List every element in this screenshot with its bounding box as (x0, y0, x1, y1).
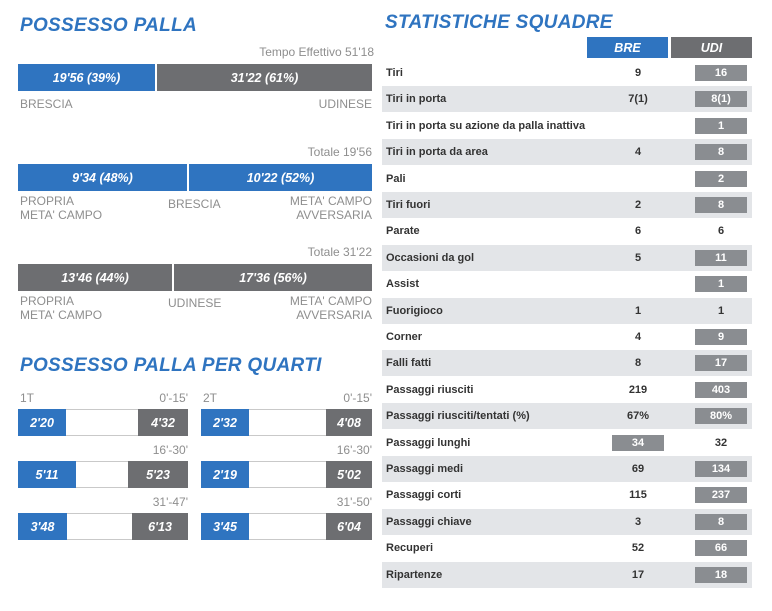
stats-value-bre: 34 (612, 435, 664, 451)
q2-udi-2: 5'02 (326, 461, 372, 488)
stats-row-label: Occasioni da gol (386, 251, 475, 264)
stats-value-bre: 67% (626, 410, 650, 423)
stats-value-udi: 32 (714, 436, 728, 449)
possession-bar-brescia: 19'56 (39%) (18, 64, 155, 91)
q2-range-1: 0'-15' (343, 391, 372, 405)
stats-value-udi: 8 (695, 514, 747, 530)
stats-value-bre (612, 118, 664, 134)
stats-row-label: Falli fatti (386, 357, 432, 370)
quarti-title: POSSESSO PALLA PER QUARTI (20, 355, 322, 376)
stats-row-label: Tiri in porta su azione da palla inattiva (386, 119, 586, 132)
q1-udi-3: 6'13 (132, 513, 188, 540)
stats-row (382, 245, 752, 271)
stats-value-bre: 1 (634, 304, 642, 317)
stats-value-udi: 8(1) (695, 91, 747, 107)
q1-bar-1 (18, 409, 188, 436)
stats-row (382, 482, 752, 508)
stats-value-bre: 52 (631, 542, 645, 555)
stats-row-label: Parate (386, 225, 420, 238)
stats-row (382, 86, 752, 112)
stats-title: STATISTICHE SQUADRE (385, 12, 613, 33)
stats-row (382, 113, 752, 139)
second-half-label: 2T (203, 391, 218, 405)
stats-row-label: Tiri in porta da area (386, 146, 488, 159)
stats-row-label: Passaggi lunghi (386, 436, 471, 449)
stats-row-label: Passaggi corti (386, 489, 462, 502)
stats-value-udi: 2 (695, 171, 747, 187)
q1-bre-3: 3'48 (18, 513, 67, 540)
q2-bar-3 (201, 513, 372, 540)
stats-value-udi: 403 (695, 382, 747, 398)
q2-udi-1: 4'08 (326, 409, 372, 436)
q2-bar-2 (201, 461, 372, 488)
stats-row-label: Tiri fuori (386, 199, 431, 211)
stats-value-bre: 115 (629, 489, 647, 502)
stats-value-bre: 219 (628, 383, 648, 396)
stats-row-label: Assist (386, 278, 420, 291)
stats-value-udi: 9 (695, 329, 747, 345)
stats-value-bre: 6 (634, 225, 642, 238)
stats-value-bre: 69 (631, 463, 645, 475)
stats-row-label: Tiri (386, 67, 403, 79)
brescia-total: Totale 19'56 (307, 145, 372, 159)
stats-value-bre: 2 (634, 199, 642, 211)
q1-bar-2 (18, 461, 188, 488)
stats-row (382, 456, 752, 482)
stats-row-label: Tiri in porta (386, 93, 447, 106)
stats-row (382, 218, 752, 244)
q1-bre-2: 5'11 (18, 461, 76, 488)
possesso-title: POSSESSO PALLA (20, 15, 197, 36)
stats-row (382, 403, 752, 429)
q2-udi-3: 6'04 (326, 513, 372, 540)
stats-value-bre: 17 (631, 568, 645, 581)
stats-value-udi: 17 (695, 355, 747, 371)
stats-row-label: Passaggi riusciti (386, 383, 474, 396)
stats-row (382, 324, 752, 350)
stats-row (382, 192, 752, 218)
stats-value-udi: 1 (695, 276, 747, 292)
stats-value-udi: 80% (695, 408, 747, 424)
stats-value-bre: 4 (634, 331, 642, 343)
stats-row (382, 139, 752, 165)
team-label-brescia: BRESCIA (20, 97, 73, 111)
stats-value-bre (612, 171, 664, 187)
stats-value-udi: 18 (695, 567, 747, 583)
q1-range-1: 0'-15' (159, 391, 188, 405)
stats-value-bre: 8 (634, 357, 642, 370)
first-half-label: 1T (20, 391, 35, 405)
q2-range-3: 31'-50' (336, 495, 372, 509)
stats-row (382, 377, 752, 403)
stats-row (382, 60, 752, 86)
udinese-center-label: UDINESE (168, 296, 222, 310)
stats-value-bre: 7(1) (628, 93, 648, 106)
stats-value-bre (612, 276, 664, 292)
stats-row (382, 350, 752, 376)
q1-bar-3 (18, 513, 188, 540)
udinese-opp-half-bar: 17'36 (56%) (174, 264, 372, 291)
stats-row (382, 298, 752, 324)
brescia-own-half-label: PROPRIA META' CAMPO (20, 194, 103, 222)
stats-row-label: Ripartenze (386, 568, 443, 581)
stats-row-label: Passaggi chiave (386, 515, 472, 528)
stats-value-udi: 1 (695, 118, 747, 134)
udinese-total: Totale 31'22 (307, 245, 372, 259)
stats-value-udi: 134 (695, 461, 747, 477)
stats-row-label: Corner (386, 331, 423, 343)
stats-value-bre: 9 (634, 67, 642, 79)
stats-value-udi: 16 (695, 65, 747, 81)
stats-header-bre: BRE (587, 37, 668, 58)
q1-range-3: 31'-47' (152, 495, 188, 509)
stats-row-label: Recuperi (386, 542, 434, 555)
stats-value-bre: 5 (634, 251, 642, 264)
stats-value-bre: 4 (634, 146, 642, 159)
effective-time: Tempo Effettivo 51'18 (259, 45, 374, 59)
brescia-opp-half-label: META' CAMPO AVVERSARIA (289, 194, 372, 222)
team-label-udinese: UDINESE (318, 97, 372, 111)
stats-row-label: Passaggi riusciti/tentati (%) (386, 410, 530, 423)
stats-value-udi: 1 (717, 304, 725, 317)
stats-value-bre: 3 (634, 515, 642, 528)
q1-udi-1: 4'32 (138, 409, 188, 436)
q2-bre-2: 2'19 (201, 461, 249, 488)
q1-range-2: 16'-30' (152, 443, 188, 457)
q2-range-2: 16'-30' (336, 443, 372, 457)
stats-header-udi: UDI (671, 37, 752, 58)
brescia-own-half-bar: 9'34 (48%) (18, 164, 187, 191)
udinese-own-half-label: PROPRIA META' CAMPO (20, 294, 103, 322)
stats-row (382, 166, 752, 192)
stats-value-udi: 11 (695, 250, 747, 266)
brescia-opp-half-bar: 10'22 (52%) (189, 164, 372, 191)
stats-row (382, 535, 752, 561)
stats-value-udi: 8 (695, 197, 747, 213)
possession-bar-udinese: 31'22 (61%) (157, 64, 372, 91)
stats-row-label: Passaggi medi (386, 463, 464, 475)
q1-bre-1: 2'20 (18, 409, 66, 436)
stats-row (382, 562, 752, 588)
q1-udi-2: 5'23 (128, 461, 188, 488)
udinese-own-half-bar: 13'46 (44%) (18, 264, 172, 291)
q2-bar-1 (201, 409, 372, 436)
stats-row (382, 271, 752, 297)
stats-value-udi: 66 (695, 540, 747, 556)
udinese-opp-half-label: META' CAMPO AVVERSARIA (289, 294, 372, 322)
stats-row (382, 430, 752, 456)
stats-row-label: Fuorigioco (386, 304, 443, 317)
brescia-center-label: BRESCIA (168, 197, 221, 211)
stats-row-label: Pali (386, 172, 406, 185)
stats-value-udi: 8 (695, 144, 747, 160)
stats-value-udi: 6 (717, 225, 725, 238)
stats-row (382, 509, 752, 535)
q2-bre-1: 2'32 (201, 409, 249, 436)
q2-bre-3: 3'45 (201, 513, 249, 540)
stats-value-udi: 237 (695, 487, 747, 503)
